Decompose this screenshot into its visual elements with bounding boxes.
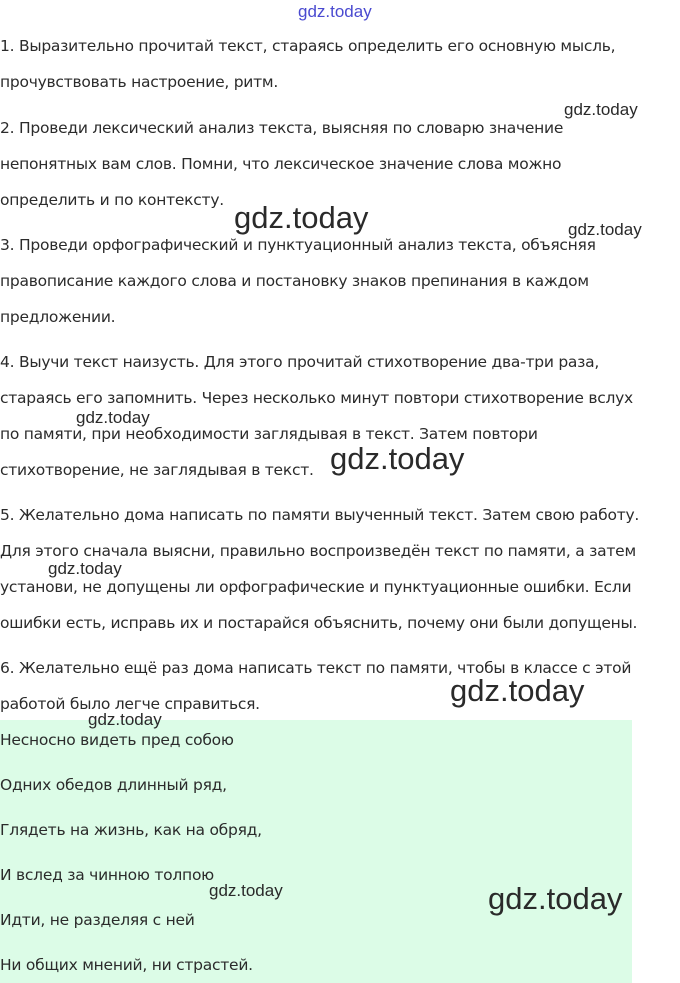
text-line: 5. Желательно дома написать по памяти выученный текст. Затем свою работу. [0, 506, 640, 524]
text-line: определить и по контексту. [0, 191, 224, 209]
text-line: работой было легче справиться. [0, 695, 260, 713]
watermark: gdz.today [568, 220, 642, 239]
watermark: gdz.today [450, 673, 585, 708]
text-line: непонятных вам слов. Помни, что лексическое значение слова можно [0, 155, 562, 173]
poem-line: Глядеть на жизнь, как на обряд, [0, 821, 262, 839]
site-link[interactable]: gdz.today [298, 2, 372, 21]
watermark: gdz.today [488, 881, 623, 916]
poem-line: Одних обедов длинный ряд, [0, 776, 227, 794]
watermark: gdz.today [209, 881, 283, 900]
text-line: 3. Проведи орфографический и пунктуационный анализ текста, объясняя [0, 236, 596, 254]
poem-line: И вслед за чинною толпою [0, 866, 214, 884]
text-line: ошибки есть, исправь их и постарайся объяснить, почему они были допущены. [0, 614, 638, 632]
poem-line: Ни общих мнений, ни страстей. [0, 956, 253, 974]
watermark: gdz.today [234, 200, 369, 235]
instruction-1 [0, 28, 680, 100]
watermark: gdz.today [76, 408, 150, 427]
text-line: 4. Выучи текст наизусть. Для этого прочитай стихотворение два-три раза, [0, 353, 600, 371]
text-line: 6. Желательно ещё раз дома написать текст по памяти, чтобы в классе с этой [0, 659, 632, 677]
text-line: 1. Выразительно прочитай текст, стараясь определить его основную мысль, [0, 37, 616, 55]
text-line: предложении. [0, 308, 116, 326]
text-line: установи, не допущены ли орфографические и пунктуационные ошибки. Если [0, 578, 632, 596]
watermark: gdz.today [88, 710, 162, 729]
text-line: стараясь его запомнить. Через несколько минут повтори стихотворение вслух [0, 389, 633, 407]
poem-line: Идти, не разделяя с ней [0, 911, 195, 929]
text-line: правописание каждого слова и постановку знаков препинания в каждом [0, 272, 589, 290]
text-line: прочувствовать настроение, ритм. [0, 73, 279, 91]
text-line: Для этого сначала выясни, правильно воспроизведён текст по памяти, а затем [0, 542, 636, 560]
watermark: gdz.today [48, 559, 122, 578]
watermark: gdz.today [564, 100, 638, 119]
poem-line: Несносно видеть пред собою [0, 731, 234, 749]
instruction-3 [0, 227, 680, 335]
text-line: 2. Проведи лексический анализ текста, выясняя по словарю значение [0, 119, 564, 137]
poem-block [0, 720, 632, 983]
text-line: по памяти, при необходимости заглядывая в текст. Затем повтори [0, 425, 538, 443]
text-line: стихотворение, не заглядывая в текст. [0, 461, 314, 479]
watermark: gdz.today [330, 441, 465, 476]
